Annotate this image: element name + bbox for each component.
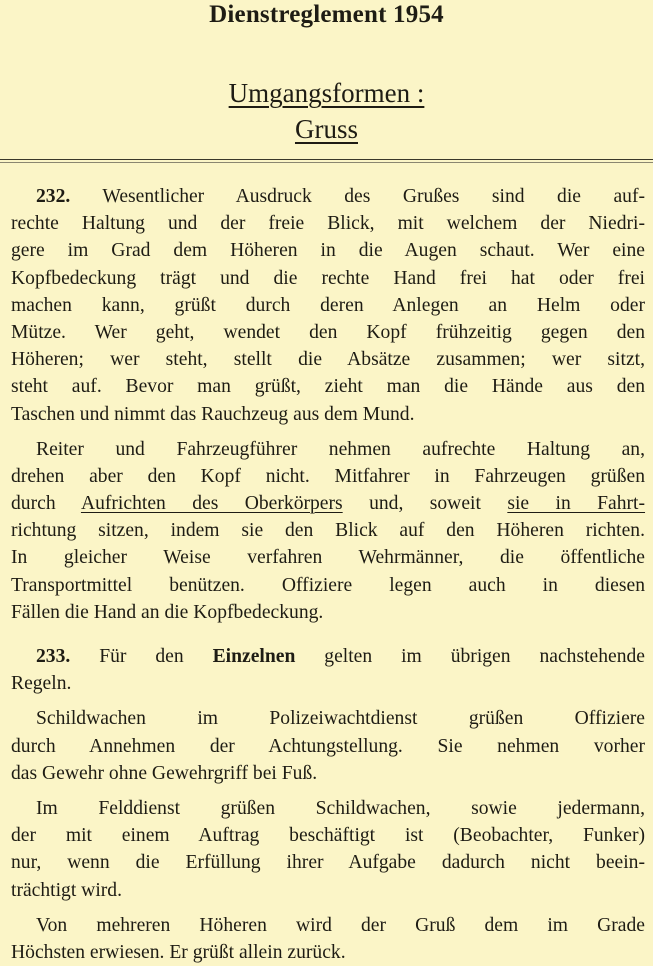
header-divider [0,159,653,160]
text-line: Fällen die Hand an die Kopfbedeckung. [11,601,324,623]
paragraph-233-1 [11,705,645,787]
bold-text: Einzelnen [212,646,296,667]
text-line: durch Annehmen der Achtungstellung. Sie nehmen vorher [11,735,645,757]
text-line: Taschen und nimmt das Rauchzeug aus dem Mund. [11,403,415,425]
text-line: trächtigt wird. [11,879,122,901]
text-line: gere im Grad dem Höheren in die Augen schaut. Wer eine [11,240,645,262]
section-232 [11,183,645,626]
document-body [11,183,645,966]
paragraph-233-2 [11,795,645,904]
text-line: richtung sitzen, indem sie den Blick auf den Höheren richten. [11,520,645,542]
text-line: Im Felddienst grüßen Schildwachen, sowie jedermann, [36,797,645,819]
text-line: Transportmittel benützen. Offiziere legen auch in diesen [11,574,645,596]
paragraph-gap [11,904,645,912]
text-line: das Gewehr ohne Gewehrgriff bei Fuß. [11,762,318,784]
section-gap [11,626,645,643]
text-line: 232. Wesentlicher Ausdruck des Grußes sind die auf- [36,186,645,207]
text-line: rechte Haltung und der freie Blick, mit welchem der Niedri- [11,213,645,235]
text-line: drehen aber den Kopf nicht. Mitfahrer in Fahrzeugen grüßen [11,465,645,487]
text-line: Höheren; wer steht, stellt die Absätze zusammen; wer sitzt, [11,349,645,371]
text-line: Schildwachen im Polizeiwachtdienst grüßen Offiziere [36,708,645,730]
text-line: Regeln. [11,673,72,695]
text-line: Von mehreren Höheren wird der Gruß dem im Grade [36,914,645,936]
text-line: 233. Für den Einzelnen gelten im übrigen nachstehende [36,646,646,667]
section-title-line2: Gruss [294,114,358,144]
text-line: nur, wenn die Erfüllung ihrer Aufgabe dadurch nicht beein- [11,852,645,874]
paragraph-gap [11,428,645,436]
text-line: Kopfbedeckung trägt und die rechte Hand frei hat oder frei [11,267,645,289]
section-title-line1: Umgangsformen : [228,78,425,108]
text-line: steht auf. Bevor man grüßt, zieht man die Hände aus den [11,376,645,398]
section-number: 233. [36,646,71,667]
paragraph-233-intro [11,643,645,697]
paragraph-232-1 [11,183,645,428]
section-233 [11,643,645,966]
text-line: machen kann, grüßt durch deren Anlegen an Helm oder [11,294,645,316]
text-line: Reiter und Fahrzeugführer nehmen aufrechte Haltung an, [36,438,645,460]
paragraph-233-3 [11,912,645,966]
section-number: 232. [36,186,71,207]
header-divider-secondary [0,162,653,163]
underlined-text: Aufrichten des Oberkörpers [80,493,343,515]
text-line: Mütze. Wer geht, wendet den Kopf frühzeitig gegen den [11,321,645,343]
text-line: durch Aufrichten des Oberkörpers und, soweit sie in Fahrt- [11,493,646,515]
text-line: Höchsten erwiesen. Er grüßt allein zurück. [11,941,346,963]
text-line: In gleicher Weise verfahren Wehrmänner, die öffentliche [11,547,645,569]
document-header [0,0,653,160]
paragraph-gap [11,787,645,795]
paragraph-232-2 [11,436,645,626]
text-line: der mit einem Auftrag beschäftigt ist (Beobachter, Funker) [11,825,645,847]
underlined-text: sie in Fahrt- [507,493,646,515]
document-title: Dienstreglement 1954 [209,1,444,28]
paragraph-gap [11,697,645,705]
